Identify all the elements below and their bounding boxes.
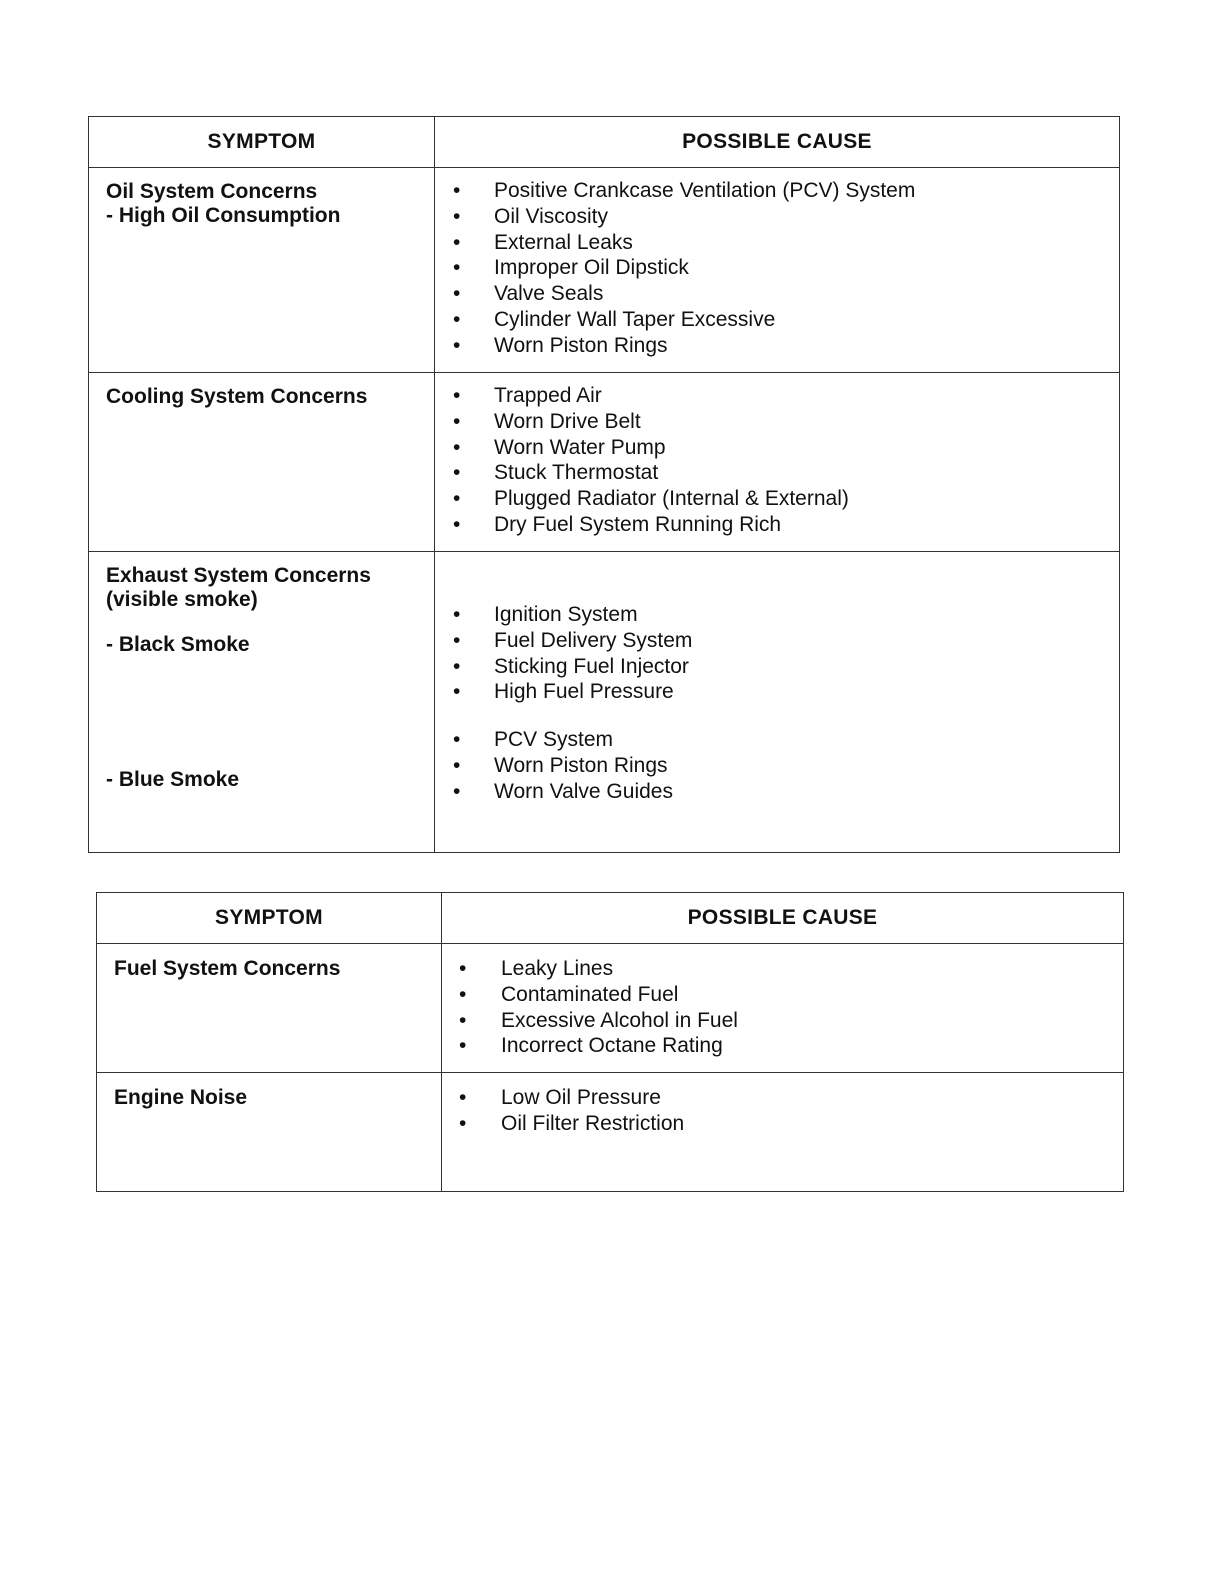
list-item: • Cylinder Wall Taper Excessive [435, 307, 1119, 333]
list-item: • Worn Valve Guides [435, 779, 1119, 805]
list-item: • Incorrect Octane Rating [442, 1033, 1123, 1059]
list-item: • Positive Crankcase Ventilation (PCV) System [435, 178, 1119, 204]
possible-cause-header: POSSIBLE CAUSE [442, 893, 1124, 944]
symptom-title: Cooling System Concerns [106, 385, 368, 408]
table-row [89, 373, 1120, 552]
symptom-title: Oil System Concerns [106, 180, 318, 203]
table-row [97, 944, 1124, 1073]
symptom-cause-table-2 [96, 892, 1124, 1192]
sub-symptom-black-smoke: - Black Smoke [106, 633, 250, 656]
list-item: • Oil Viscosity [435, 204, 1119, 230]
table-header-row [97, 893, 1124, 944]
list-item: • Excessive Alcohol in Fuel [442, 1008, 1123, 1034]
table-row [89, 168, 1120, 373]
cause-cell [435, 168, 1120, 373]
sub-symptom-blue-smoke: - Blue Smoke [106, 768, 240, 791]
symptom-subtitle: - High Oil Consumption [106, 204, 341, 227]
list-item: • Ignition System [435, 602, 1119, 628]
symptom-cell [89, 552, 435, 853]
list-item: • Low Oil Pressure [442, 1085, 1123, 1111]
table-row [97, 1073, 1124, 1192]
symptom-header: SYMPTOM [97, 893, 442, 944]
list-item: • Trapped Air [435, 383, 1119, 409]
symptom-title: Engine Noise [114, 1086, 248, 1109]
list-item: • Valve Seals [435, 281, 1119, 307]
symptom-cell [97, 1073, 442, 1192]
list-item: • Worn Piston Rings [435, 753, 1119, 779]
symptom-title: Fuel System Concerns [114, 957, 341, 980]
list-item: • External Leaks [435, 230, 1119, 256]
symptom-cell [89, 373, 435, 552]
cause-cell [435, 552, 1120, 853]
cause-cell [442, 1073, 1124, 1192]
symptom-cell [97, 944, 442, 1073]
table-header-row [89, 117, 1120, 168]
symptom-header: SYMPTOM [89, 117, 435, 168]
list-item: • Oil Filter Restriction [442, 1111, 1123, 1137]
possible-cause-header: POSSIBLE CAUSE [435, 117, 1120, 168]
list-item: • Stuck Thermostat [435, 460, 1119, 486]
list-item: • Leaky Lines [442, 956, 1123, 982]
symptom-title: Exhaust System Concerns [106, 564, 371, 587]
list-item: • Contaminated Fuel [442, 982, 1123, 1008]
list-item: • Worn Water Pump [435, 435, 1119, 461]
list-item: • Improper Oil Dipstick [435, 255, 1119, 281]
cause-list [442, 1073, 1123, 1137]
symptom-subtitle: (visible smoke) [106, 588, 258, 611]
cause-cell [435, 373, 1120, 552]
cause-list [442, 944, 1123, 1059]
cause-list [435, 168, 1119, 359]
list-item: • High Fuel Pressure [435, 679, 1119, 705]
cause-list-black-smoke [435, 602, 1119, 705]
list-item: • Worn Drive Belt [435, 409, 1119, 435]
cause-list-blue-smoke [435, 727, 1119, 804]
list-item: • Sticking Fuel Injector [435, 654, 1119, 680]
cause-cell [442, 944, 1124, 1073]
symptom-cell [89, 168, 435, 373]
list-item: • Plugged Radiator (Internal & External) [435, 486, 1119, 512]
list-item: • PCV System [435, 727, 1119, 753]
cause-list [435, 373, 1119, 538]
list-item: • Fuel Delivery System [435, 628, 1119, 654]
symptom-cause-table-1 [88, 116, 1120, 853]
table-row [89, 552, 1120, 853]
list-item: • Worn Piston Rings [435, 333, 1119, 359]
list-item: • Dry Fuel System Running Rich [435, 512, 1119, 538]
